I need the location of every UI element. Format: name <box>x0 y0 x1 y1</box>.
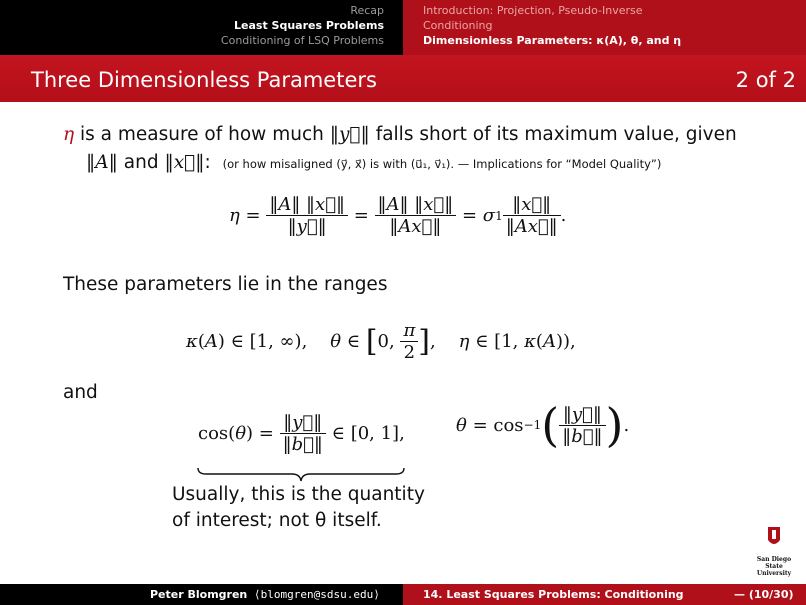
ranges-intro: These parameters lie in the ranges <box>63 274 388 295</box>
norm-x: ‖x⃗‖ <box>164 152 205 173</box>
bullet-eta: η <box>63 124 75 145</box>
nav-subsections <box>403 0 806 55</box>
norm-y: ‖y⃗‖ <box>329 124 370 145</box>
footer-author: Peter Blomgren <box>150 588 248 601</box>
paragraph-eta-line1 <box>63 124 737 145</box>
frame-counter: 2 of 2 <box>735 68 796 92</box>
footer-lecture: 14. Least Squares Problems: Conditioning <box>423 588 684 601</box>
footer-page-number: — (10/30) <box>734 588 794 601</box>
theta-arccos-equation: θ = cos −1 ( $\frac{‖y⃗‖}{‖b⃗‖}$ ) . <box>456 398 630 452</box>
logo-text-line1: San Diego State <box>756 556 792 570</box>
nav-subsection-dimensionless[interactable]: Dimensionless Parameters: κ(A), θ, and η <box>423 34 682 47</box>
para1-and: and <box>123 152 159 173</box>
norm-a: ‖A‖ <box>86 152 118 173</box>
nav-subsection-intro[interactable]: Introduction: Projection, Pseudo-Inverse <box>423 4 643 17</box>
frame-title: Three Dimensionless Parameters <box>31 68 377 92</box>
nav-section-recap[interactable]: Recap <box>350 4 384 17</box>
para1-text: is a measure of how much <box>79 124 324 145</box>
para1-colon: : <box>204 152 211 173</box>
nav-section-conditioning[interactable]: Conditioning of LSQ Problems <box>220 34 384 47</box>
nav-section-least-squares[interactable]: Least Squares Problems <box>234 19 384 32</box>
footer-email: ⟨blomgren@sdsu.edu⟩ <box>254 588 380 601</box>
logo-text-line2: University <box>756 570 792 577</box>
sdsu-logo-mark <box>748 524 800 552</box>
underbrace <box>196 466 406 484</box>
para1-note: (or how misaligned (y⃗, x⃗) is with (u⃗₁, v⃗₁). — Implications for “Model Quality”) <box>222 157 662 171</box>
and-label: and <box>63 382 98 403</box>
para1-text2: falls short of its maximum value, given <box>375 124 737 145</box>
cos-theta-equation: cos( θ ) = $\frac{‖y⃗‖}{‖b⃗‖}$ ∈ [0, 1], <box>198 412 405 455</box>
caption-line2: of interest; not θ itself. <box>172 510 382 531</box>
eta-equation: η = $\frac{‖A‖ ‖x⃗‖}{‖y⃗‖}$ = $\frac{‖A‖ ‖x⃗‖}{‖Ax⃗‖}$ = σ 1 $\frac{‖x⃗‖}{‖Ax⃗‖}$ . <box>229 194 567 237</box>
ranges-equation: κ ( A ) ∈ [1, ∞), θ ∈ [ 0, $\frac{\pi}{2}$ ] , η ∈ [1, κ ( A )), <box>186 320 576 363</box>
caption-line1: Usually, this is the quantity <box>172 484 425 505</box>
paragraph-eta-line2 <box>86 152 661 173</box>
sdsu-logo <box>748 524 800 577</box>
nav-sections <box>0 0 403 55</box>
nav-subsection-conditioning[interactable]: Conditioning <box>423 19 493 32</box>
